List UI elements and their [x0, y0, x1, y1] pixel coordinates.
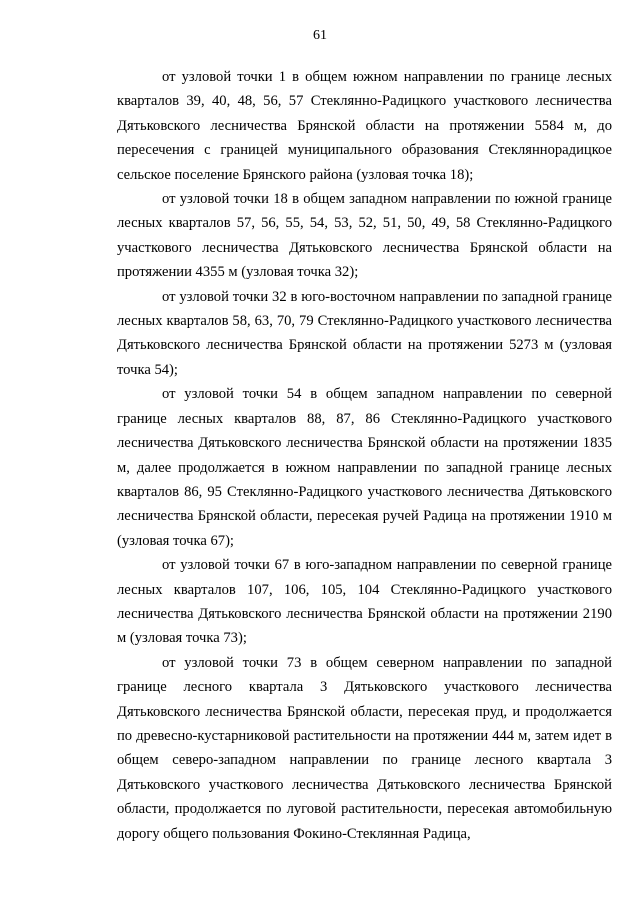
paragraph-1: от узловой точки 1 в общем южном направлении по границе лесных кварталов 39, 40, 48, 56, 57 Стеклянно-Радицкого участкового лесничества Дятьковского лесничества Брянской области на протяжении 5584 м, до пересечения с границей муниципального образования Стекляннорадицкое сельское поселение Брянского района (узловая точка 18);	[117, 69, 612, 183]
paragraph-2: от узловой точки 18 в общем западном направлении по южной границе лесных кварталов 57, 56, 55, 54, 53, 52, 51, 50, 49, 58 Стеклянно-Радицкого участкового лесничества Дятьковского лесничества Брянской области на протяжении 4355 м (узловая точка 32);	[117, 191, 612, 281]
paragraph-6: от узловой точки 73 в общем северном направлении по западной границе лесного квартала 3 Дятьковского участкового лесничества Дятьковского лесничества Брянской области, пересекая пруд, и продолжается по древесно-кустарниковой растительности на протяжении 444 м, затем идет в общем северо-западном направлении по границе лесного квартала 3 Дятьковского участкового лесничества Дятьковского лесничества Брянской области, продолжается по луговой растительности, пересекая автомобильную дорогу общего пользования Фокино-Стеклянная Радица,	[117, 654, 612, 842]
document-body	[117, 65, 612, 846]
paragraph-3: от узловой точки 32 в юго-восточном направлении по западной границе лесных кварталов 58, 63, 70, 79 Стеклянно-Радицкого участкового лесничества Дятьковского лесничества Брянской области на протяжении 5273 м (узловая точка 54);	[117, 288, 612, 378]
page-number: 61	[313, 28, 327, 43]
paragraph-4: от узловой точки 54 в общем западном направлении по северной границе лесных кварталов 88, 87, 86 Стеклянно-Радицкого участкового лесничества Дятьковского лесничества Брянской области на протяжении 1835 м, далее продолжается в южном направлении по западной границе лесных кварталов 86, 95 Стеклянно-Радицкого участкового лесничества Дятьковского лесничества Брянской области, пересекая ручей Радица на протяжении 1910 м (узловая точка 67);	[117, 386, 612, 549]
paragraph-5: от узловой точки 67 в юго-западном направлении по северной границе лесных кварталов 107, 106, 105, 104 Стеклянно-Радицкого участкового лесничества Дятьковского лесничества Брянской области на протяжении 2190 м (узловая точка 73);	[117, 557, 612, 647]
